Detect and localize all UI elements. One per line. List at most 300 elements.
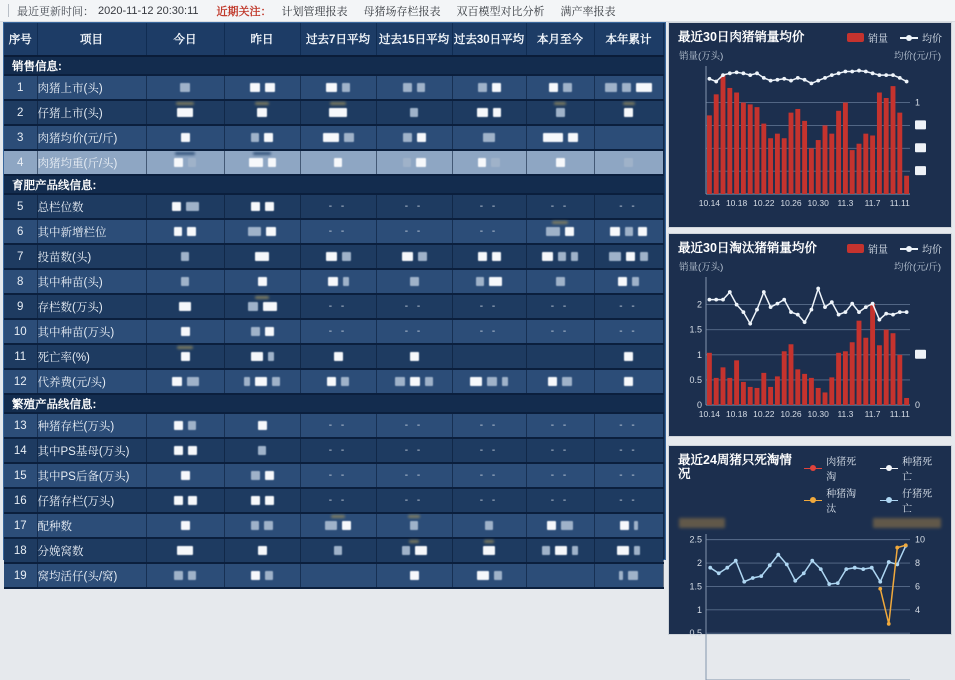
masked-value-cell bbox=[146, 438, 224, 463]
bar-day-20 bbox=[843, 351, 848, 405]
svg-text:11.7: 11.7 bbox=[864, 198, 881, 208]
masked-value-cell bbox=[594, 150, 663, 175]
svg-text:1: 1 bbox=[696, 349, 702, 360]
masked-value-cell bbox=[452, 244, 526, 269]
data-row-19[interactable] bbox=[4, 563, 663, 588]
legend-item[interactable] bbox=[880, 485, 942, 515]
bar-day-22 bbox=[857, 144, 862, 194]
legend-item[interactable] bbox=[900, 30, 942, 45]
masked-value-cell bbox=[224, 319, 300, 344]
masked-value-cell bbox=[594, 369, 663, 394]
svg-text:0: 0 bbox=[915, 400, 921, 410]
svg-text:4: 4 bbox=[915, 604, 921, 615]
legend-bar-swatch bbox=[847, 33, 864, 42]
data-row-15[interactable] bbox=[4, 463, 663, 488]
update-time-value: 2020-11-12 20:30:11 bbox=[98, 4, 199, 17]
chart-legend bbox=[847, 30, 942, 45]
column-header-1: 项目 bbox=[37, 23, 146, 56]
masked-value-cell bbox=[146, 294, 224, 319]
legend-label: 销量 bbox=[868, 245, 888, 256]
y-axis-left-label: 销量(万头) bbox=[679, 51, 724, 62]
legend-label: 销量 bbox=[868, 34, 888, 45]
masked-value-cell bbox=[526, 538, 594, 563]
data-row-14[interactable] bbox=[4, 438, 663, 463]
masked-value-cell bbox=[146, 344, 224, 369]
legend-line-swatch bbox=[804, 464, 822, 473]
legend-label: 仔猪死亡 bbox=[902, 489, 933, 515]
series-line-avg-price bbox=[709, 289, 906, 324]
masked-value-cell bbox=[594, 75, 663, 100]
bar-day-26 bbox=[884, 98, 889, 194]
bar-day-17 bbox=[823, 125, 828, 194]
y-axis-left-label: 销量(万头) bbox=[679, 262, 724, 273]
bar-day-9 bbox=[768, 387, 773, 405]
bar-day-24 bbox=[870, 135, 875, 194]
legend-label: 种猪淘汰 bbox=[826, 489, 857, 515]
masked-value-cell bbox=[452, 150, 526, 175]
report-link-capacity[interactable]: 满产率报表 bbox=[560, 5, 616, 18]
chart-legend bbox=[804, 453, 942, 515]
masked-value-cell bbox=[224, 219, 300, 244]
bar-day-11 bbox=[782, 351, 787, 405]
masked-value-cell bbox=[452, 125, 526, 150]
masked-value-cell bbox=[376, 244, 452, 269]
row-label: 代养费(元/头) bbox=[37, 369, 146, 394]
masked-value-cell bbox=[146, 463, 224, 488]
chart-panel-cull-sales-price bbox=[668, 233, 952, 437]
bar-day-10 bbox=[775, 134, 780, 194]
svg-text:11.7: 11.7 bbox=[864, 409, 881, 419]
y-axis-left-label-masked bbox=[679, 518, 725, 528]
bar-day-28 bbox=[897, 113, 902, 194]
masked-value-cell bbox=[376, 100, 452, 125]
empty-value-cell: - - bbox=[594, 488, 663, 513]
row-label: 其中新增栏位 bbox=[37, 219, 146, 244]
masked-value-cell bbox=[526, 244, 594, 269]
svg-text:1: 1 bbox=[915, 97, 921, 108]
masked-value-cell bbox=[376, 563, 452, 588]
series-line-sow-cull bbox=[880, 545, 906, 624]
bar-day-15 bbox=[809, 378, 814, 405]
row-index: 11 bbox=[4, 344, 37, 369]
svg-text:10.22: 10.22 bbox=[753, 198, 775, 208]
data-row-1[interactable] bbox=[4, 75, 663, 100]
legend-item[interactable] bbox=[847, 30, 888, 45]
svg-text:10.22: 10.22 bbox=[753, 409, 775, 419]
chart-legend bbox=[847, 241, 942, 256]
data-row-9[interactable] bbox=[4, 294, 663, 319]
column-header-0: 序号 bbox=[4, 23, 37, 56]
chart-title: 最近30日淘汰猪销量均价 bbox=[678, 241, 817, 255]
svg-text:1.5: 1.5 bbox=[689, 324, 702, 335]
empty-value-cell: - - bbox=[300, 194, 376, 219]
bar-day-6 bbox=[748, 387, 753, 405]
update-time-label: 最近更新时间： bbox=[17, 5, 94, 18]
bar-day-7 bbox=[755, 107, 760, 194]
bar-day-29 bbox=[904, 398, 909, 405]
row-index: 4 bbox=[4, 150, 37, 175]
y-axis-right-label-masked bbox=[873, 518, 941, 528]
data-row-6[interactable] bbox=[4, 219, 663, 244]
svg-text:2: 2 bbox=[696, 299, 702, 310]
masked-value-cell bbox=[300, 100, 376, 125]
legend-line-swatch bbox=[804, 496, 822, 505]
masked-value-cell bbox=[146, 319, 224, 344]
table-header-row bbox=[4, 23, 663, 56]
masked-value-cell bbox=[452, 513, 526, 538]
group-header-row: 销售信息: bbox=[4, 56, 663, 75]
row-label: 窝均活仔(头/窝) bbox=[37, 563, 146, 588]
masked-value-cell bbox=[146, 244, 224, 269]
bar-day-21 bbox=[850, 150, 855, 194]
empty-value-cell: - - bbox=[376, 488, 452, 513]
data-row-12[interactable] bbox=[4, 369, 663, 394]
empty-value-cell: - - bbox=[526, 463, 594, 488]
masked-value-cell bbox=[594, 219, 663, 244]
masked-value-cell bbox=[224, 488, 300, 513]
data-row-16[interactable] bbox=[4, 488, 663, 513]
masked-value-cell bbox=[594, 269, 663, 294]
data-row-4[interactable] bbox=[4, 150, 663, 175]
chart-title: 最近24周猪只死淘情况 bbox=[678, 453, 792, 481]
bar-day-7 bbox=[755, 388, 760, 405]
masked-value-cell bbox=[224, 369, 300, 394]
masked-value-cell bbox=[224, 125, 300, 150]
y-axis-right-label: 均价(元/斤) bbox=[894, 51, 941, 62]
masked-value-cell bbox=[452, 269, 526, 294]
top-bar bbox=[0, 0, 955, 22]
row-index: 16 bbox=[4, 488, 37, 513]
bar-day-3 bbox=[727, 88, 732, 194]
legend-label: 均价 bbox=[922, 34, 942, 45]
data-row-11[interactable] bbox=[4, 344, 663, 369]
report-link-plan[interactable]: 计划管理报表 bbox=[281, 5, 348, 18]
bar-day-6 bbox=[748, 104, 753, 194]
svg-text:11.3: 11.3 bbox=[837, 198, 854, 208]
bar-day-14 bbox=[802, 374, 807, 405]
masked-value-cell bbox=[146, 413, 224, 438]
empty-value-cell: - - bbox=[594, 438, 663, 463]
masked-value-cell bbox=[594, 538, 663, 563]
bar-day-14 bbox=[802, 121, 807, 194]
masked-value-cell bbox=[526, 513, 594, 538]
empty-value-cell: - - bbox=[526, 194, 594, 219]
svg-text:11.11: 11.11 bbox=[889, 198, 910, 208]
row-index: 17 bbox=[4, 513, 37, 538]
data-row-18[interactable] bbox=[4, 538, 663, 563]
masked-value-cell bbox=[146, 563, 224, 588]
blank-cell bbox=[594, 125, 663, 150]
row-label: 肉猪上市(头) bbox=[37, 75, 146, 100]
empty-value-cell: - - bbox=[300, 294, 376, 319]
svg-text:10: 10 bbox=[915, 534, 926, 545]
row-label: 肉猪均价(元/斤) bbox=[37, 125, 146, 150]
bar-day-15 bbox=[809, 148, 814, 194]
empty-value-cell: - - bbox=[526, 413, 594, 438]
masked-value-cell bbox=[376, 538, 452, 563]
masked-value-cell bbox=[594, 513, 663, 538]
blank-cell bbox=[300, 563, 376, 588]
row-index: 14 bbox=[4, 438, 37, 463]
bar-day-9 bbox=[768, 138, 773, 194]
bar-day-13 bbox=[795, 369, 800, 405]
empty-value-cell: - - bbox=[594, 294, 663, 319]
empty-value-cell: - - bbox=[594, 194, 663, 219]
masked-value-cell bbox=[224, 344, 300, 369]
masked-value-cell bbox=[526, 269, 594, 294]
bar-day-23 bbox=[863, 134, 868, 194]
masked-value-cell bbox=[224, 75, 300, 100]
empty-value-cell: - - bbox=[300, 488, 376, 513]
data-row-2[interactable] bbox=[4, 100, 663, 125]
row-label: 存栏数(万头) bbox=[37, 294, 146, 319]
empty-value-cell: - - bbox=[376, 294, 452, 319]
masked-value-cell bbox=[224, 150, 300, 175]
bar-day-20 bbox=[843, 103, 848, 194]
data-row-13[interactable] bbox=[4, 413, 663, 438]
data-row-5[interactable] bbox=[4, 194, 663, 219]
masked-value-cell bbox=[224, 463, 300, 488]
blank-cell bbox=[526, 563, 594, 588]
empty-value-cell: - - bbox=[594, 463, 663, 488]
bar-day-16 bbox=[816, 388, 821, 405]
report-link-sow-inventory[interactable]: 母猪场存栏报表 bbox=[363, 5, 441, 18]
row-label: 投苗数(头) bbox=[37, 244, 146, 269]
masked-value-cell bbox=[300, 125, 376, 150]
masked-value-cell bbox=[146, 538, 224, 563]
row-label: 仔猪存栏(万头) bbox=[37, 488, 146, 513]
masked-value-cell bbox=[526, 100, 594, 125]
bar-day-27 bbox=[891, 86, 896, 194]
empty-value-cell: - - bbox=[300, 319, 376, 344]
bar-day-22 bbox=[857, 321, 862, 405]
legend-label: 肉猪死淘 bbox=[826, 457, 857, 483]
masked-value-cell bbox=[594, 563, 663, 588]
svg-text:10.18: 10.18 bbox=[725, 198, 748, 208]
masked-value-cell bbox=[300, 150, 376, 175]
series-line-avg-price bbox=[709, 71, 906, 84]
bar-day-18 bbox=[829, 377, 834, 405]
masked-value-cell bbox=[300, 513, 376, 538]
masked-value-cell bbox=[526, 125, 594, 150]
masked-value-cell bbox=[300, 369, 376, 394]
masked-value-cell bbox=[452, 75, 526, 100]
empty-value-cell: - - bbox=[526, 438, 594, 463]
legend-line-swatch bbox=[880, 464, 898, 473]
data-row-3[interactable] bbox=[4, 125, 663, 150]
masked-value-cell bbox=[376, 269, 452, 294]
masked-value-cell bbox=[224, 413, 300, 438]
row-label: 分娩窝数 bbox=[37, 538, 146, 563]
cull-sales-chart-svg[interactable] bbox=[678, 271, 942, 423]
svg-text:10.14: 10.14 bbox=[698, 198, 721, 208]
bar-day-5 bbox=[741, 382, 746, 405]
row-label: 其中PS基母(万头) bbox=[37, 438, 146, 463]
masked-value-cell bbox=[452, 538, 526, 563]
masked-value-cell bbox=[594, 244, 663, 269]
masked-value-cell bbox=[300, 244, 376, 269]
bar-day-2 bbox=[721, 367, 726, 405]
svg-text:0.5: 0.5 bbox=[689, 374, 702, 385]
svg-text:10.14: 10.14 bbox=[698, 409, 721, 419]
bar-day-27 bbox=[891, 333, 896, 405]
empty-value-cell: - - bbox=[300, 463, 376, 488]
masked-value-cell bbox=[376, 344, 452, 369]
masked-value-cell bbox=[300, 75, 376, 100]
legend-line-swatch bbox=[880, 496, 898, 505]
report-link-model-compare[interactable]: 双百模型对比分析 bbox=[456, 5, 545, 18]
masked-value-cell bbox=[526, 369, 594, 394]
chart-panel-pig-sales-price bbox=[668, 22, 952, 228]
bar-day-17 bbox=[823, 392, 828, 405]
divider bbox=[8, 4, 9, 17]
legend-item[interactable] bbox=[880, 453, 942, 483]
row-index: 3 bbox=[4, 125, 37, 150]
masked-value-cell bbox=[224, 294, 300, 319]
empty-value-cell: - - bbox=[376, 463, 452, 488]
masked-value-cell bbox=[224, 100, 300, 125]
bar-day-1 bbox=[714, 378, 719, 405]
bar-day-8 bbox=[761, 124, 766, 194]
metrics-table-panel bbox=[3, 22, 666, 583]
masked-value-cell bbox=[146, 369, 224, 394]
legend-item[interactable] bbox=[804, 485, 866, 515]
bar-day-11 bbox=[782, 138, 787, 194]
bar-day-23 bbox=[863, 338, 868, 405]
row-label: 其中种苗(万头) bbox=[37, 319, 146, 344]
row-index: 9 bbox=[4, 294, 37, 319]
legend-item[interactable] bbox=[804, 453, 866, 483]
bar-day-24 bbox=[870, 304, 875, 405]
masked-value-cell bbox=[526, 150, 594, 175]
masked-value-cell bbox=[452, 563, 526, 588]
empty-value-cell: - - bbox=[452, 488, 526, 513]
masked-value-cell bbox=[224, 194, 300, 219]
column-header-6: 过去30日平均 bbox=[452, 23, 526, 56]
bar-day-4 bbox=[734, 360, 739, 405]
masked-value-cell bbox=[224, 244, 300, 269]
column-header-7: 本月至今 bbox=[526, 23, 594, 56]
masked-value-cell bbox=[224, 563, 300, 588]
row-index: 5 bbox=[4, 194, 37, 219]
data-row-7[interactable] bbox=[4, 244, 663, 269]
masked-value-cell bbox=[376, 125, 452, 150]
empty-value-cell: - - bbox=[376, 219, 452, 244]
recent-focus-label: 近期关注： bbox=[216, 5, 272, 18]
legend-item[interactable] bbox=[900, 241, 942, 256]
row-label: 种猪存栏(万头) bbox=[37, 413, 146, 438]
bar-day-21 bbox=[850, 342, 855, 405]
group-header-row: 育肥产品线信息: bbox=[4, 175, 663, 194]
empty-value-cell: - - bbox=[300, 438, 376, 463]
bar-day-29 bbox=[904, 176, 909, 194]
bar-day-28 bbox=[897, 355, 902, 405]
row-index: 13 bbox=[4, 413, 37, 438]
bar-day-8 bbox=[761, 373, 766, 405]
empty-value-cell: - - bbox=[452, 219, 526, 244]
svg-text:10.26: 10.26 bbox=[780, 198, 802, 208]
column-header-2: 今日 bbox=[146, 23, 224, 56]
masked-value-cell bbox=[452, 369, 526, 394]
bar-day-1 bbox=[714, 94, 719, 194]
svg-text:0.5: 0.5 bbox=[689, 628, 702, 639]
masked-value-cell bbox=[224, 538, 300, 563]
empty-value-cell: - - bbox=[376, 438, 452, 463]
empty-value-cell: - - bbox=[300, 413, 376, 438]
masked-value-cell bbox=[224, 513, 300, 538]
bar-day-26 bbox=[884, 330, 889, 405]
row-label: 配种数 bbox=[37, 513, 146, 538]
empty-value-cell: - - bbox=[526, 319, 594, 344]
row-label: 其中PS后备(万头) bbox=[37, 463, 146, 488]
svg-text:6: 6 bbox=[915, 581, 921, 592]
masked-value-cell bbox=[300, 269, 376, 294]
legend-item[interactable] bbox=[847, 241, 888, 256]
metrics-table bbox=[4, 23, 664, 589]
masked-value-cell bbox=[146, 219, 224, 244]
row-index: 8 bbox=[4, 269, 37, 294]
masked-value-cell bbox=[224, 269, 300, 294]
row-label: 总栏位数 bbox=[37, 194, 146, 219]
row-index: 7 bbox=[4, 244, 37, 269]
masked-value-cell bbox=[376, 369, 452, 394]
masked-value-cell bbox=[376, 513, 452, 538]
column-header-3: 昨日 bbox=[224, 23, 300, 56]
column-header-4: 过去7日平均 bbox=[300, 23, 376, 56]
masked-value-cell bbox=[146, 100, 224, 125]
weekly-death-chart-svg[interactable] bbox=[678, 530, 942, 680]
masked-value-cell bbox=[452, 100, 526, 125]
masked-value-cell bbox=[146, 194, 224, 219]
empty-value-cell: - - bbox=[526, 294, 594, 319]
svg-text:10.26: 10.26 bbox=[780, 409, 802, 419]
empty-value-cell: - - bbox=[452, 413, 526, 438]
empty-value-cell: - - bbox=[594, 319, 663, 344]
svg-text:11.11: 11.11 bbox=[889, 409, 910, 419]
svg-text:10.30: 10.30 bbox=[807, 409, 829, 419]
data-row-8[interactable] bbox=[4, 269, 663, 294]
row-index: 19 bbox=[4, 563, 37, 588]
bar-day-0 bbox=[707, 353, 712, 405]
masked-value-cell bbox=[594, 344, 663, 369]
chart-title: 最近30日肉猪销量均价 bbox=[678, 30, 805, 44]
svg-text:1: 1 bbox=[696, 604, 702, 615]
row-index: 1 bbox=[4, 75, 37, 100]
bar-day-10 bbox=[775, 376, 780, 405]
masked-value-cell bbox=[376, 150, 452, 175]
row-index: 6 bbox=[4, 219, 37, 244]
legend-line-swatch bbox=[900, 33, 918, 42]
bar-day-0 bbox=[707, 115, 712, 194]
svg-text:11.3: 11.3 bbox=[837, 409, 854, 419]
bar-day-3 bbox=[727, 378, 732, 405]
svg-text:10.30: 10.30 bbox=[807, 198, 829, 208]
chart-panel-weekly-death bbox=[668, 445, 952, 639]
svg-text:0: 0 bbox=[696, 400, 702, 410]
masked-value-cell bbox=[300, 344, 376, 369]
row-index: 10 bbox=[4, 319, 37, 344]
bar-day-25 bbox=[877, 345, 882, 405]
data-row-10[interactable] bbox=[4, 319, 663, 344]
legend-line-swatch bbox=[900, 244, 918, 253]
y-axis-right-label: 均价(元/斤) bbox=[894, 262, 941, 273]
bar-day-25 bbox=[877, 93, 882, 194]
row-label: 死亡率(%) bbox=[37, 344, 146, 369]
masked-value-cell bbox=[146, 513, 224, 538]
pig-sales-chart-svg[interactable] bbox=[678, 60, 942, 212]
data-row-17[interactable] bbox=[4, 513, 663, 538]
empty-value-cell: - - bbox=[376, 194, 452, 219]
